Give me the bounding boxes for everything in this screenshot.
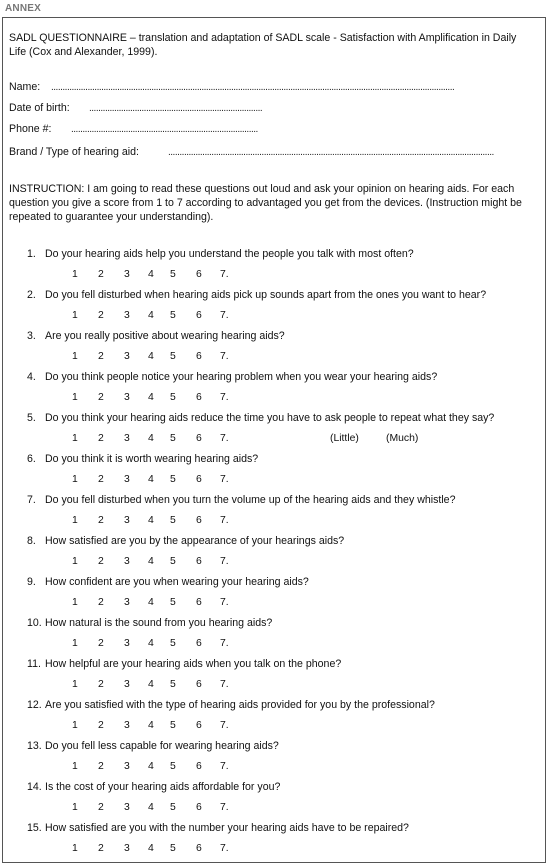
question-15: [27, 822, 409, 835]
rating-option-4[interactable]: 4: [148, 474, 154, 485]
question-12: [27, 699, 435, 712]
question-number: 2.: [27, 289, 36, 301]
rating-option-7[interactable]: 7.: [220, 802, 229, 813]
question-number: 15.: [27, 822, 42, 834]
question-text: Are you satisfied with the type of hearing aids provided for you by the professional?: [45, 699, 435, 711]
rating-option-2[interactable]: 2: [98, 720, 104, 731]
rating-option-3[interactable]: 3: [124, 720, 130, 731]
question-number: 1.: [27, 248, 36, 260]
rating-option-1[interactable]: 1: [72, 269, 78, 280]
rating-option-7[interactable]: 7.: [220, 351, 229, 362]
rating-option-7[interactable]: 7.: [220, 843, 229, 854]
question-text: Do your hearing aids help you understand the people you talk with most often?: [45, 248, 414, 260]
question-6: [27, 453, 258, 466]
questionnaire-title: SADL QUESTIONNAIRE – translation and adaptation of SADL scale - Satisfaction with Amplification in Daily Life (Cox and Alexander, 1999).: [9, 32, 517, 58]
question-text: How helpful are your hearing aids when you talk on the phone?: [45, 658, 342, 670]
rating-option-6[interactable]: 6: [196, 638, 202, 649]
question-text: Do you think your hearing aids reduce the time you have to ask people to repeat what they say?: [45, 412, 495, 424]
rating-option-5[interactable]: 5: [170, 597, 176, 608]
name-field[interactable]: .................................................................................................................................................................................: [51, 82, 455, 93]
rating-option-3[interactable]: 3: [124, 515, 130, 526]
question-3: [27, 330, 285, 343]
rating-option-2[interactable]: 2: [98, 310, 104, 321]
rating-option-3[interactable]: 3: [124, 474, 130, 485]
rating-option-3[interactable]: 3: [124, 269, 130, 280]
question-4: [27, 371, 437, 384]
rating-option-4[interactable]: 4: [148, 843, 154, 854]
rating-option-6[interactable]: 6: [196, 843, 202, 854]
rating-option-1[interactable]: 1: [72, 638, 78, 649]
question-number: 8.: [27, 535, 36, 547]
rating-option-1[interactable]: 1: [72, 597, 78, 608]
rating-option-5[interactable]: 5: [170, 843, 176, 854]
rating-option-2[interactable]: 2: [98, 269, 104, 280]
question-number: 6.: [27, 453, 36, 465]
rating-option-6[interactable]: 6: [196, 802, 202, 813]
rating-option-7[interactable]: 7.: [220, 392, 229, 403]
question-number: 11.: [27, 658, 41, 670]
instruction-text: INSTRUCTION: I am going to read these questions out loud and ask your opinion on hearing aids. For each question you give a score from 1 to 7 according to advantaged you get from the devices. (Instruction might be repeated to guarantee your understanding).: [9, 183, 522, 223]
question-number: 13.: [27, 740, 42, 752]
hearing-aid-type-field[interactable]: ...............................................................................................................................................: [168, 147, 494, 158]
question-9: [27, 576, 309, 589]
rating-option-1[interactable]: 1: [72, 515, 78, 526]
rating-option-2[interactable]: 2: [98, 761, 104, 772]
rating-option-5[interactable]: 5: [170, 556, 176, 567]
rating-option-2[interactable]: 2: [98, 474, 104, 485]
rating-option-5[interactable]: 5: [170, 269, 176, 280]
question-text: Are you really positive about wearing hearing aids?: [45, 330, 285, 342]
rating-option-2[interactable]: 2: [98, 351, 104, 362]
rating-option-2[interactable]: 2: [98, 802, 104, 813]
rating-option-5[interactable]: 5: [170, 515, 176, 526]
rating-option-4[interactable]: 4: [148, 392, 154, 403]
rating-option-1[interactable]: 1: [72, 392, 78, 403]
rating-option-1[interactable]: 1: [72, 802, 78, 813]
rating-option-7[interactable]: 7.: [220, 310, 229, 321]
question-text: How satisfied are you with the number your hearing aids have to be repaired?: [45, 822, 409, 834]
hearing-aid-type-label: Brand / Type of hearing aid:: [9, 146, 139, 158]
rating-option-2[interactable]: 2: [98, 597, 104, 608]
rating-option-4[interactable]: 4: [148, 310, 154, 321]
rating-option-4[interactable]: 4: [148, 761, 154, 772]
rating-option-6[interactable]: 6: [196, 392, 202, 403]
rating-option-3[interactable]: 3: [124, 761, 130, 772]
rating-option-3[interactable]: 3: [124, 638, 130, 649]
scale-much-label: (Much): [386, 433, 419, 444]
date-of-birth-field[interactable]: ............................................................................: [89, 103, 263, 114]
rating-option-7[interactable]: 7.: [220, 720, 229, 731]
rating-option-7[interactable]: 7.: [220, 761, 229, 772]
rating-option-2[interactable]: 2: [98, 638, 104, 649]
question-1: [27, 248, 414, 261]
rating-option-3[interactable]: 3: [124, 843, 130, 854]
rating-option-5[interactable]: 5: [170, 638, 176, 649]
rating-option-7[interactable]: 7.: [220, 556, 229, 567]
rating-option-5[interactable]: 5: [170, 679, 176, 690]
rating-option-3[interactable]: 3: [124, 433, 130, 444]
rating-option-4[interactable]: 4: [148, 802, 154, 813]
rating-option-6[interactable]: 6: [196, 597, 202, 608]
rating-option-4[interactable]: 4: [148, 269, 154, 280]
rating-option-7[interactable]: 7.: [220, 515, 229, 526]
questionnaire-frame: [2, 17, 546, 863]
scale-little-label: (Little): [330, 433, 359, 444]
rating-option-4[interactable]: 4: [148, 556, 154, 567]
rating-option-1[interactable]: 1: [72, 310, 78, 321]
question-14: [27, 781, 280, 794]
rating-option-6[interactable]: 6: [196, 556, 202, 567]
question-13: [27, 740, 279, 753]
date-of-birth-label: Date of birth:: [9, 102, 70, 114]
question-text: Do you fell disturbed when you turn the volume up of the hearing aids and they whistle?: [45, 494, 456, 506]
rating-option-7[interactable]: 7.: [220, 433, 229, 444]
question-10: [27, 617, 272, 630]
question-8: [27, 535, 344, 548]
rating-option-7[interactable]: 7.: [220, 638, 229, 649]
rating-option-2[interactable]: 2: [98, 843, 104, 854]
question-text: How natural is the sound from you hearing aids?: [45, 617, 273, 629]
rating-option-5[interactable]: 5: [170, 310, 176, 321]
rating-option-4[interactable]: 4: [148, 679, 154, 690]
question-number: 9.: [27, 576, 36, 588]
rating-option-1[interactable]: 1: [72, 843, 78, 854]
question-text: Do you think it is worth wearing hearing aids?: [45, 453, 259, 465]
phone-field[interactable]: ..................................................................................: [71, 124, 258, 135]
question-text: Do you fell less capable for wearing hearing aids?: [45, 740, 279, 752]
rating-option-2[interactable]: 2: [98, 515, 104, 526]
question-text: Do you think people notice your hearing problem when you wear your hearing aids?: [45, 371, 438, 383]
question-text: Is the cost of your hearing aids affordable for you?: [45, 781, 281, 793]
question-number: 10.: [27, 617, 42, 629]
rating-option-1[interactable]: 1: [72, 720, 78, 731]
rating-option-7[interactable]: 7.: [220, 269, 229, 280]
rating-option-6[interactable]: 6: [196, 761, 202, 772]
rating-option-1[interactable]: 1: [72, 679, 78, 690]
rating-option-7[interactable]: 7.: [220, 474, 229, 485]
rating-option-1[interactable]: 1: [72, 433, 78, 444]
question-text: How confident are you when wearing your hearing aids?: [45, 576, 309, 588]
annex-label: ANNEX: [5, 3, 42, 14]
rating-option-3[interactable]: 3: [124, 679, 130, 690]
rating-option-2[interactable]: 2: [98, 556, 104, 567]
question-2: [27, 289, 486, 302]
rating-option-5[interactable]: 5: [170, 802, 176, 813]
question-number: 12.: [27, 699, 42, 711]
rating-option-3[interactable]: 3: [124, 556, 130, 567]
rating-option-5[interactable]: 5: [170, 761, 176, 772]
rating-option-6[interactable]: 6: [196, 515, 202, 526]
question-number: 7.: [27, 494, 36, 506]
rating-option-7[interactable]: 7.: [220, 679, 229, 690]
question-7: [27, 494, 455, 507]
name-label: Name:: [9, 81, 41, 93]
rating-option-4[interactable]: 4: [148, 515, 154, 526]
rating-option-5[interactable]: 5: [170, 392, 176, 403]
rating-option-3[interactable]: 3: [124, 597, 130, 608]
rating-option-1[interactable]: 1: [72, 474, 78, 485]
rating-option-7[interactable]: 7.: [220, 597, 229, 608]
rating-option-6[interactable]: 6: [196, 351, 202, 362]
question-5: [27, 412, 494, 425]
rating-option-6[interactable]: 6: [196, 310, 202, 321]
rating-option-5[interactable]: 5: [170, 433, 176, 444]
rating-option-6[interactable]: 6: [196, 269, 202, 280]
rating-option-4[interactable]: 4: [148, 638, 154, 649]
question-11: [27, 658, 341, 671]
question-number: 4.: [27, 371, 36, 383]
rating-option-4[interactable]: 4: [148, 351, 154, 362]
rating-option-5[interactable]: 5: [170, 720, 176, 731]
rating-option-1[interactable]: 1: [72, 351, 78, 362]
rating-option-3[interactable]: 3: [124, 392, 130, 403]
rating-option-5[interactable]: 5: [170, 474, 176, 485]
rating-option-3[interactable]: 3: [124, 351, 130, 362]
question-number: 5.: [27, 412, 36, 424]
rating-option-1[interactable]: 1: [72, 761, 78, 772]
rating-option-3[interactable]: 3: [124, 310, 130, 321]
rating-option-6[interactable]: 6: [196, 720, 202, 731]
question-number: 14.: [27, 781, 42, 793]
rating-option-6[interactable]: 6: [196, 679, 202, 690]
question-number: 3.: [27, 330, 36, 342]
rating-option-2[interactable]: 2: [98, 433, 104, 444]
rating-option-4[interactable]: 4: [148, 433, 154, 444]
rating-option-2[interactable]: 2: [98, 679, 104, 690]
phone-label: Phone #:: [9, 123, 52, 135]
rating-option-6[interactable]: 6: [196, 433, 202, 444]
rating-option-4[interactable]: 4: [148, 720, 154, 731]
question-text: How satisfied are you by the appearance of your hearings aids?: [45, 535, 345, 547]
rating-option-5[interactable]: 5: [170, 351, 176, 362]
rating-option-1[interactable]: 1: [72, 556, 78, 567]
rating-option-2[interactable]: 2: [98, 392, 104, 403]
question-text: Do you fell disturbed when hearing aids pick up sounds apart from the ones you want to hear?: [45, 289, 487, 301]
rating-option-4[interactable]: 4: [148, 597, 154, 608]
rating-option-3[interactable]: 3: [124, 802, 130, 813]
rating-option-6[interactable]: 6: [196, 474, 202, 485]
